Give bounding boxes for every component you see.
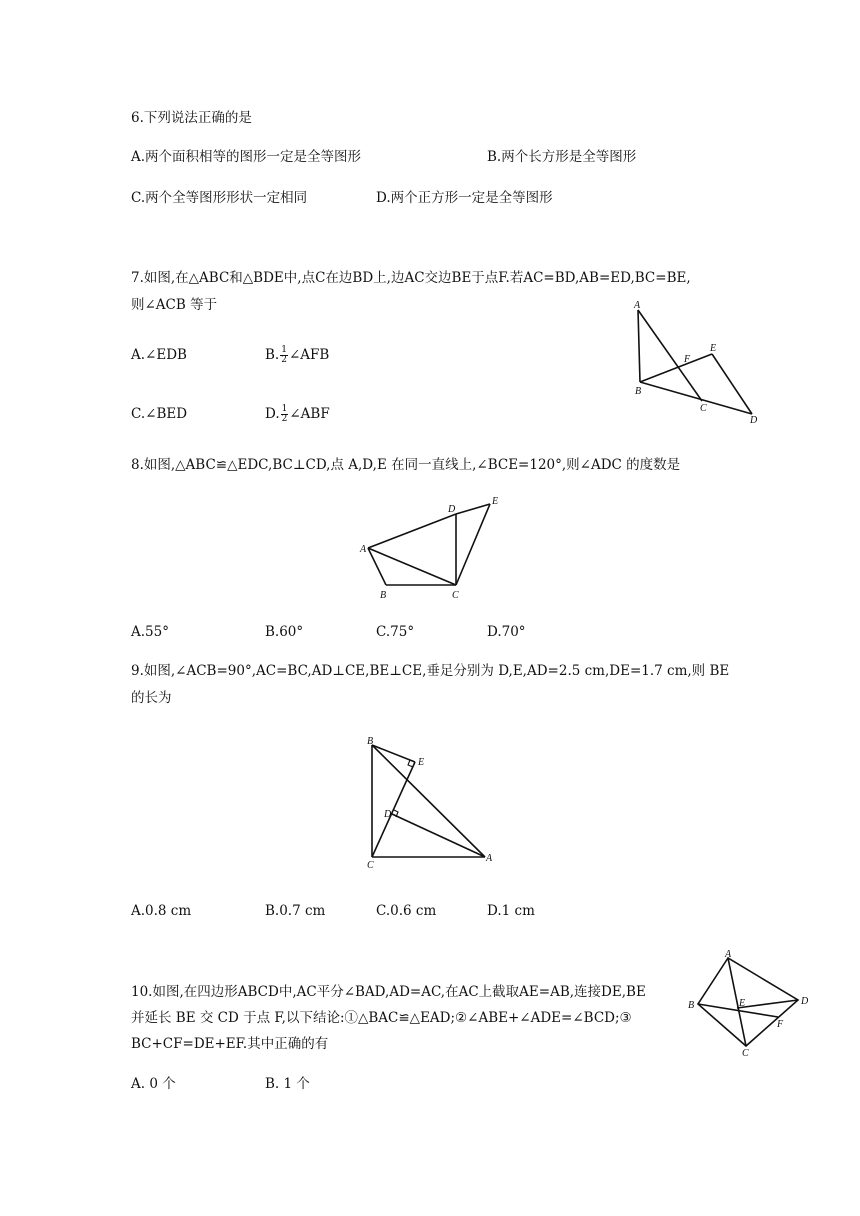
q8-option-d: D.70° (487, 624, 526, 640)
q10-label-c: C (742, 1048, 749, 1059)
q10-label-e: E (739, 998, 746, 1009)
q9-label-a: A (486, 853, 493, 864)
q8-option-c: C.75° (376, 624, 415, 640)
q7-option-d-prefix: D. (265, 406, 280, 422)
q9-option-c: C.0.6 cm (376, 903, 437, 919)
q7-figure (620, 290, 770, 430)
q7-segment-bd (640, 382, 752, 414)
q7-label-b: B (635, 386, 642, 397)
q6-option-b: B.两个长方形是全等图形 (487, 149, 637, 165)
q9-segment-ce (372, 762, 415, 857)
q7-option-d-denominator: 2 (281, 414, 288, 424)
q8-segment-de (456, 504, 490, 514)
q8-stem: 8.如图,△ABC≌△EDC,BC⊥CD,点 A,D,E 在同一直线上,∠BCE=120°,则∠ADC 的度数是 (131, 457, 681, 473)
q10-label-d: D (801, 996, 809, 1007)
q6-option-c: C.两个全等图形形状一定相同 (131, 190, 308, 206)
q7-option-b-suffix: ∠AFB (288, 347, 330, 363)
q7-segment-be (640, 354, 712, 382)
q8-label-a: A (360, 544, 367, 555)
q7-option-b (265, 345, 329, 365)
q6-option-d: D.两个正方形一定是全等图形 (376, 190, 553, 206)
q9-label-d: D (384, 809, 392, 820)
q7-option-b-fraction (280, 346, 288, 365)
q7-label-e: E (710, 343, 717, 354)
q10-segment-ed (737, 1000, 798, 1008)
q10-figure (680, 948, 820, 1063)
q9-stem-line1: 9.如图,∠ACB=90°,AC=BC,AD⊥CE,BE⊥CE,垂足分别为 D,E,AD=2.5 cm,DE=1.7 cm,则 BE (131, 663, 730, 679)
q9-label-b: B (367, 736, 374, 747)
q10-label-b: B (688, 1000, 695, 1011)
q8-option-b: B.60° (265, 624, 304, 640)
q10-label-a: A (725, 949, 732, 960)
q6-stem: 6.下列说法正确的是 (131, 110, 252, 126)
q7-option-d-suffix: ∠ABF (289, 406, 330, 422)
q10-option-b: B. 1 个 (265, 1076, 310, 1092)
q8-segment-ec (456, 504, 490, 585)
q9-option-b: B.0.7 cm (265, 903, 326, 919)
q8-segment-ad (368, 514, 456, 548)
q7-label-c: C (700, 403, 707, 414)
q7-option-d (265, 404, 330, 424)
q8-label-d: D (448, 504, 456, 515)
q10-stem-line1: 10.如图,在四边形ABCD中,AC平分∠BAD,AD=AC,在AC上截取AE=AB,连接DE,BE (131, 984, 646, 1000)
q8-label-b: B (380, 590, 387, 601)
q7-stem-line2: 则∠ACB 等于 (131, 297, 218, 313)
q7-option-a: A.∠EDB (131, 347, 187, 363)
q8-segment-ab (368, 548, 386, 585)
q8-segment-ac (368, 548, 456, 585)
q8-option-a: A.55° (131, 624, 169, 640)
q7-option-b-denominator: 2 (281, 355, 287, 365)
q7-label-f: F (684, 354, 691, 365)
q7-option-b-prefix: B. (265, 347, 280, 363)
q9-label-c: C (367, 860, 374, 871)
q9-option-d: D.1 cm (487, 903, 535, 919)
q10-label-f: F (777, 1019, 784, 1030)
q7-segment-ac (638, 310, 702, 401)
q7-segment-ab (638, 310, 640, 382)
q8-label-c: C (452, 590, 459, 601)
q8-label-e: E (492, 496, 499, 507)
q9-segment-be (372, 745, 415, 762)
q7-option-c: C.∠BED (131, 406, 188, 422)
q9-label-e: E (418, 757, 425, 768)
q7-label-a: A (634, 300, 641, 311)
q10-stem-line3: BC+CF=DE+EF.其中正确的有 (131, 1036, 329, 1052)
q7-label-d: D (750, 415, 758, 426)
q7-option-d-numerator: 1 (281, 404, 288, 414)
q9-option-a: A.0.8 cm (131, 903, 192, 919)
q8-figure (352, 490, 512, 605)
q10-stem-line2: 并延长 BE 交 CD 于点 F,以下结论:①△BAC≌△EAD;②∠ABE+∠ADE=∠BCD;③ (131, 1010, 632, 1026)
q10-option-a: A. 0 个 (131, 1076, 176, 1092)
q7-stem-line1: 7.如图,在△ABC和△BDE中,点C在边BD上,边AC交边BE于点F.若AC=BD,AB=ED,BC=BE, (131, 270, 691, 286)
q7-option-d-fraction (281, 405, 289, 424)
q9-stem-line2: 的长为 (131, 690, 172, 706)
q7-option-b-numerator: 1 (281, 345, 287, 355)
q9-figure (355, 730, 505, 875)
q6-option-a: A.两个面积相等的图形一定是全等图形 (131, 149, 362, 165)
q9-segment-ba (372, 745, 485, 857)
q9-segment-da (392, 814, 485, 857)
